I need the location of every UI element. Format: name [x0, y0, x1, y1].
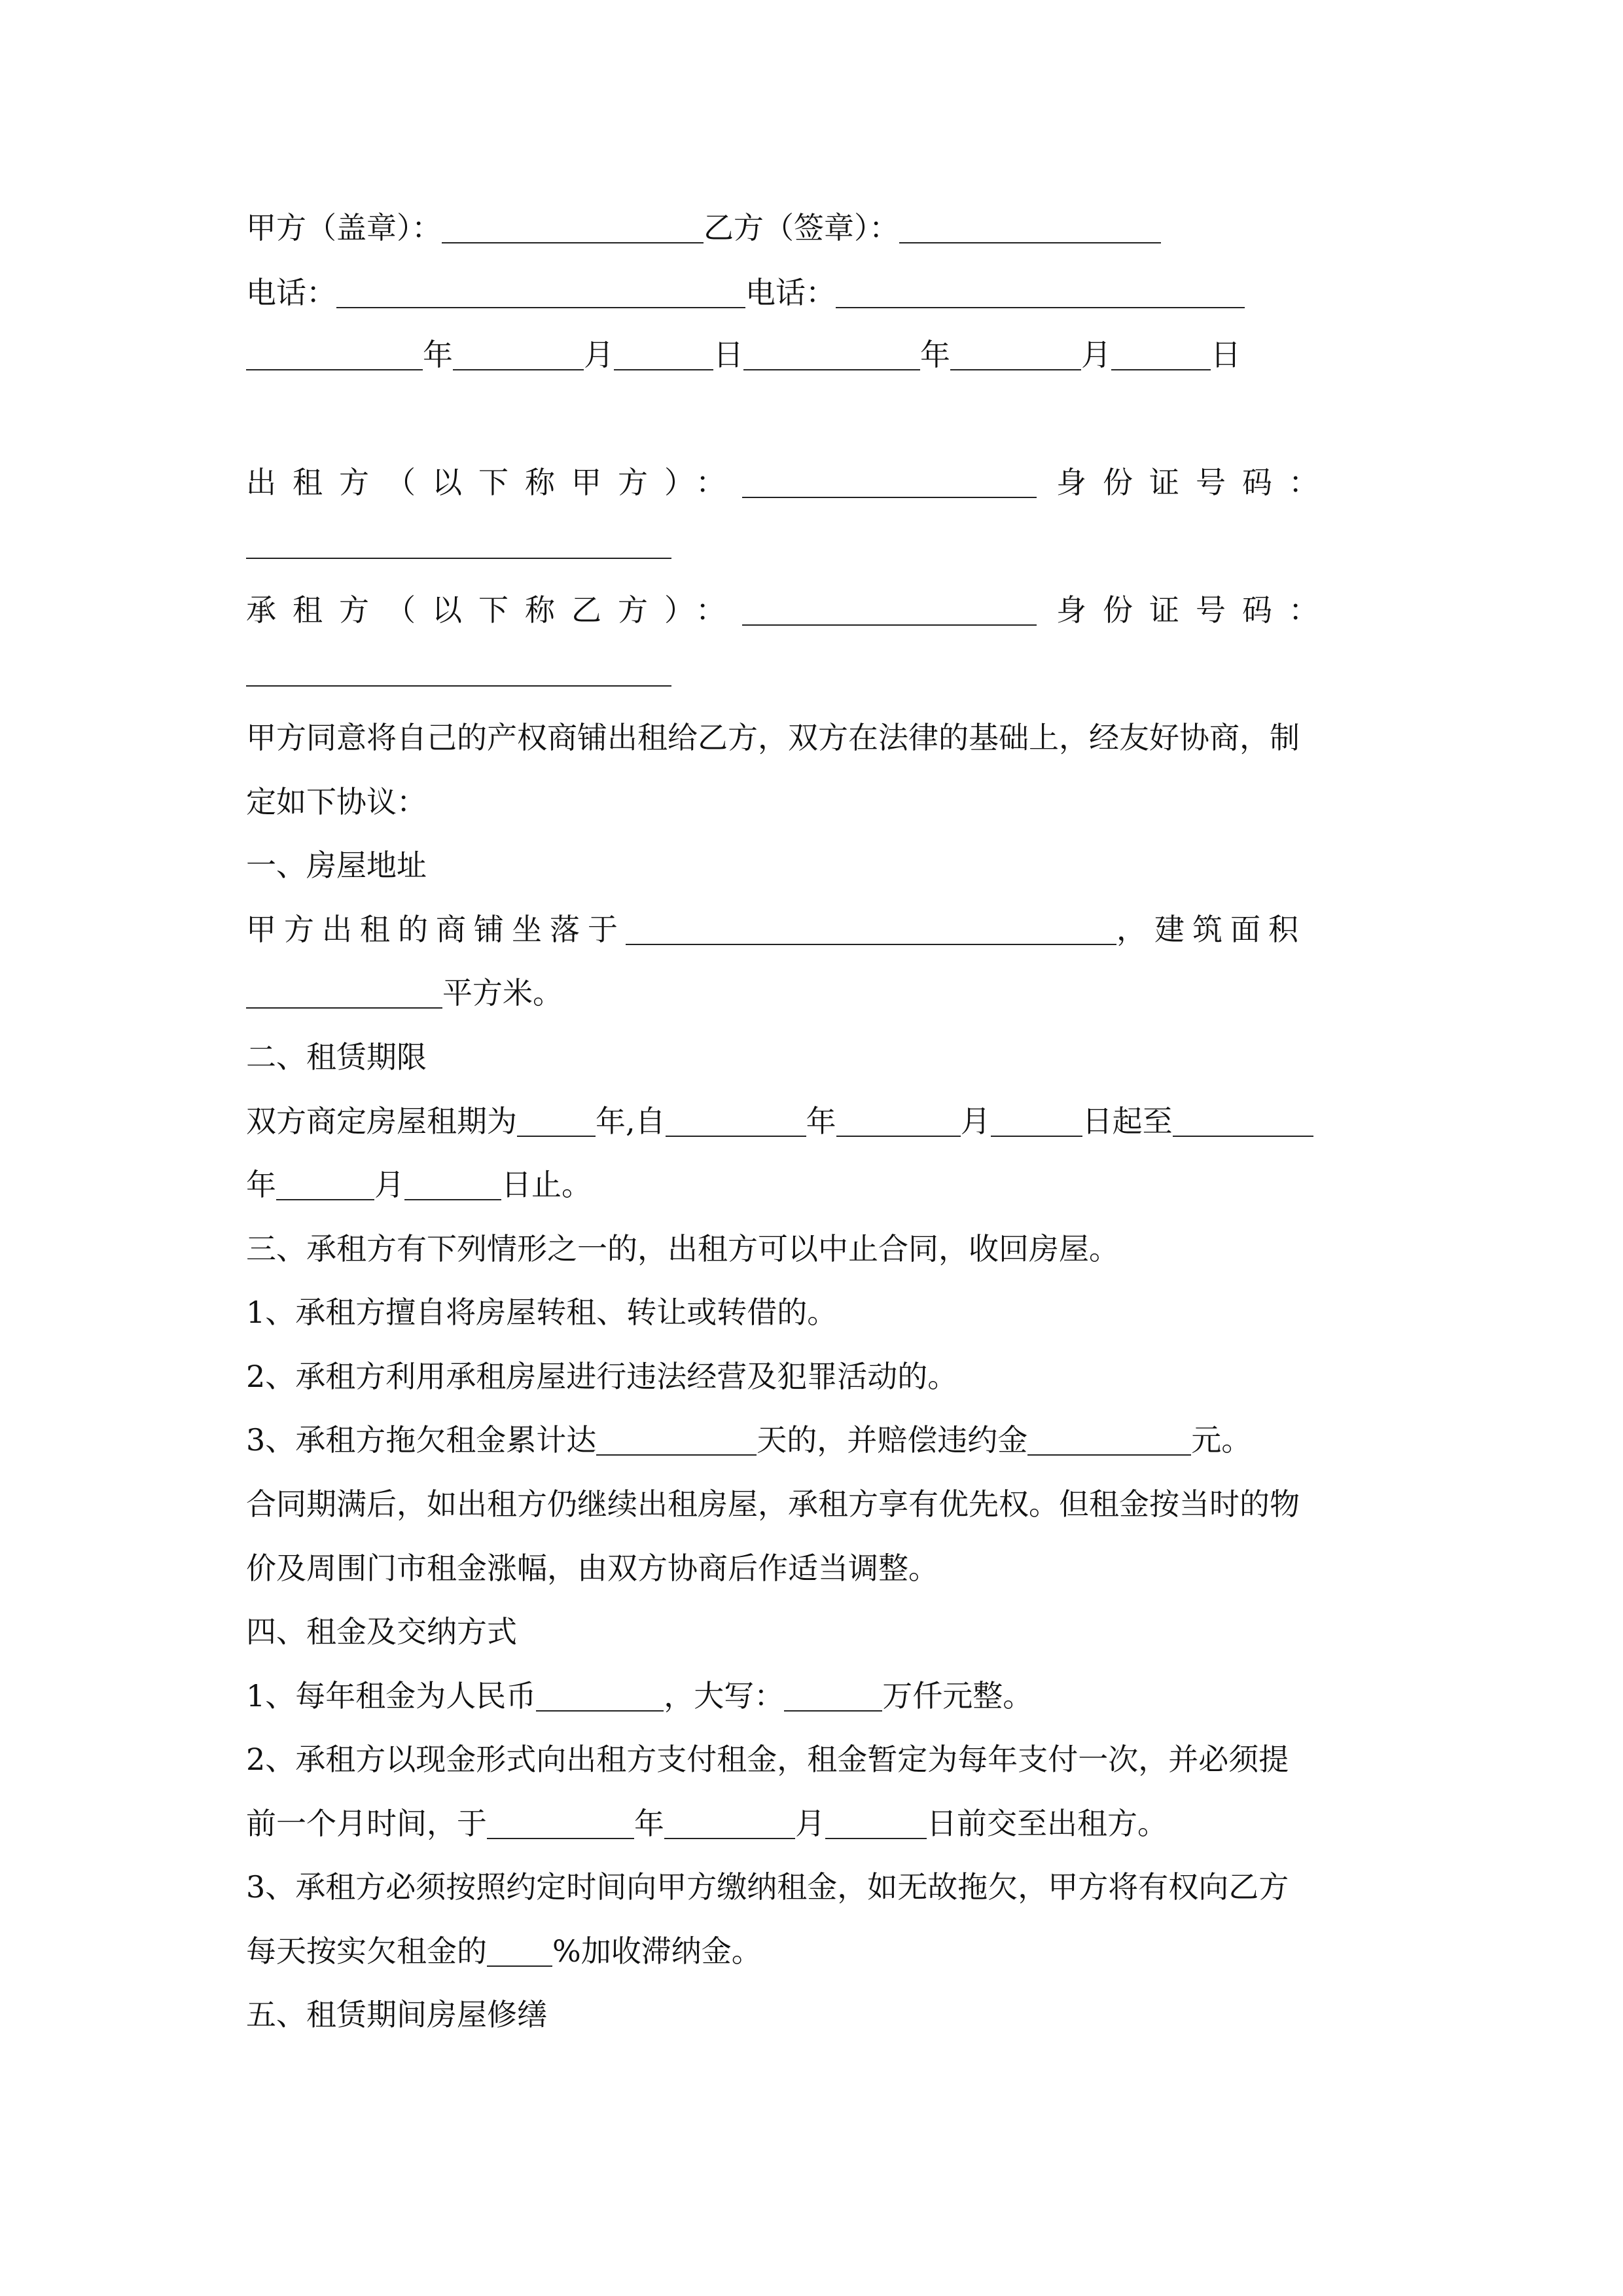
lessee-name-blank[interactable] — [742, 594, 1037, 626]
pay-day-blank[interactable] — [825, 1808, 927, 1839]
penalty-amount-blank[interactable] — [1027, 1424, 1191, 1456]
lessor-id-label: 身份证号码： — [1056, 465, 1335, 500]
section-2-line-2 — [246, 1165, 592, 1204]
end-month-label: 月 — [374, 1167, 404, 1202]
year-a-label: 年 — [423, 337, 453, 372]
party-b-sign-label: 乙方（签章）： — [704, 210, 899, 245]
from-label: 年,自 — [596, 1103, 666, 1139]
section-3-note-1: 合同期满后，如出租方仍继续出租房屋，承租方享有优先权。但租金按当时的物 — [246, 1486, 1300, 1522]
late-fee-percent-blank[interactable] — [487, 1935, 552, 1967]
floor-area-label: ，建筑面积 — [1116, 912, 1306, 947]
pay-year-blank[interactable] — [487, 1808, 634, 1839]
pay-day-label: 日前交至出租方。 — [927, 1806, 1168, 1841]
phone-line — [246, 273, 1245, 312]
section-1-line-1 — [246, 910, 1306, 949]
lessor-label: 出租方（以下称甲方）： — [246, 465, 742, 500]
lessor-line — [246, 463, 1335, 502]
section-3-item-3 — [246, 1420, 1251, 1460]
end-year-label: 年 — [246, 1167, 276, 1202]
party-a-seal-label: 甲方（盖章）： — [246, 210, 442, 245]
month-b-blank[interactable] — [950, 339, 1081, 370]
year-b-blank[interactable] — [743, 339, 920, 370]
sqm-label: 平方米。 — [442, 975, 563, 1011]
start-day-blank[interactable] — [991, 1105, 1082, 1137]
in-words-label: ，大写： — [664, 1678, 785, 1713]
penalty-label: 天的，并赔偿违约金 — [757, 1422, 1028, 1458]
section-4-item-3-line-2 — [246, 1931, 762, 1971]
section-2-title: 二、租赁期限 — [246, 1039, 427, 1075]
yuan-label: 元。 — [1191, 1422, 1252, 1458]
section-4-item-2-line-1: 2、承租方以现金形式向出租方支付租金，租金暂定为每年支付一次，并必须提 — [246, 1742, 1289, 1777]
section-5-title: 五、租赁期间房屋修缮 — [246, 1997, 547, 2032]
start-month-label: 月 — [960, 1103, 991, 1139]
month-a-blank[interactable] — [453, 339, 584, 370]
rent-words-blank[interactable] — [784, 1680, 882, 1712]
lease-years-blank[interactable] — [517, 1105, 596, 1137]
start-year-blank[interactable] — [666, 1105, 806, 1137]
section-1-line-2 — [246, 973, 563, 1013]
section-3-note-2: 价及周围门市租金涨幅，由双方协商后作适当调整。 — [246, 1551, 938, 1586]
year-b-label: 年 — [920, 337, 950, 372]
section-3-title: 三、承租方有下列情形之一的，出租方可以中止合同，收回房屋。 — [246, 1231, 1119, 1266]
section-1-title: 一、房屋地址 — [246, 848, 427, 883]
phone-a-blank[interactable] — [336, 277, 745, 308]
section-4-item-2-line-2 — [246, 1804, 1168, 1843]
lessee-id-row — [246, 651, 671, 691]
lessee-id-label: 身份证号码： — [1056, 592, 1335, 628]
rent-words-suffix: 万仟元整。 — [882, 1678, 1033, 1713]
day-a-label: 日 — [713, 337, 743, 372]
pay-year-label: 年 — [634, 1806, 664, 1841]
intro-line-2: 定如下协议： — [246, 784, 427, 819]
lessor-id-blank[interactable] — [246, 528, 671, 559]
end-month-blank[interactable] — [276, 1169, 374, 1200]
start-month-blank[interactable] — [836, 1105, 961, 1137]
section-3-item-1: 1、承租方擅自将房屋转租、转让或转借的。 — [246, 1295, 838, 1330]
annual-rent-blank[interactable] — [536, 1680, 664, 1712]
pay-date-label: 前一个月时间，于 — [246, 1806, 487, 1841]
party-b-sign-blank[interactable] — [899, 212, 1161, 243]
lessee-id-blank[interactable] — [246, 655, 671, 687]
late-fee-suffix: %加收滞纳金。 — [552, 1933, 762, 1969]
month-a-label: 月 — [584, 337, 614, 372]
day-a-blank[interactable] — [614, 339, 713, 370]
lessee-label: 承租方（以下称乙方）： — [246, 592, 742, 628]
party-a-seal-blank[interactable] — [442, 212, 704, 243]
start-year-label: 年 — [806, 1103, 836, 1139]
late-fee-label: 每天按实欠租金的 — [246, 1933, 487, 1969]
date-line — [246, 335, 1241, 374]
section-4-item-3-line-1: 3、承租方必须按照约定时间向甲方缴纳租金，如无故拖欠，甲方将有权向乙方 — [246, 1869, 1289, 1905]
intro-line-1: 甲方同意将自己的产权商铺出租给乙方，双方在法律的基础上，经友好协商，制 — [246, 720, 1300, 755]
day-b-label: 日 — [1211, 337, 1241, 372]
section-4-title: 四、租金及交纳方式 — [246, 1614, 517, 1649]
until-label: 日起至 — [1082, 1103, 1173, 1139]
year-a-blank[interactable] — [246, 339, 423, 370]
day-b-blank[interactable] — [1111, 339, 1211, 370]
shop-location-blank[interactable] — [626, 914, 1116, 945]
section-4-item-1 — [246, 1676, 1033, 1715]
section-3-item-2: 2、承租方利用承租房屋进行违法经营及犯罪活动的。 — [246, 1359, 958, 1394]
lessor-id-row — [246, 524, 671, 563]
phone-a-label: 电话： — [246, 275, 336, 310]
phone-b-blank[interactable] — [836, 277, 1245, 308]
annual-rent-label: 1、每年租金为人民币 — [246, 1678, 537, 1713]
phone-b-label: 电话： — [745, 275, 836, 310]
floor-area-blank[interactable] — [246, 977, 442, 1009]
end-day-label: 日止。 — [501, 1167, 592, 1202]
arrears-days-blank[interactable] — [596, 1424, 757, 1456]
end-year-blank[interactable] — [1173, 1105, 1313, 1137]
month-b-label: 月 — [1081, 337, 1111, 372]
lessor-name-blank[interactable] — [742, 467, 1037, 498]
signature-line — [246, 208, 1161, 247]
section-2-line-1 — [246, 1102, 1313, 1141]
shop-location-label: 甲方出租的商铺坐落于 — [246, 912, 626, 947]
lessee-line — [246, 590, 1335, 630]
arrears-label: 3、承租方拖欠租金累计达 — [246, 1422, 597, 1458]
pay-month-blank[interactable] — [664, 1808, 795, 1839]
end-day-blank[interactable] — [404, 1169, 501, 1200]
pay-month-label: 月 — [795, 1806, 825, 1841]
lease-term-label: 双方商定房屋租期为 — [246, 1103, 517, 1139]
